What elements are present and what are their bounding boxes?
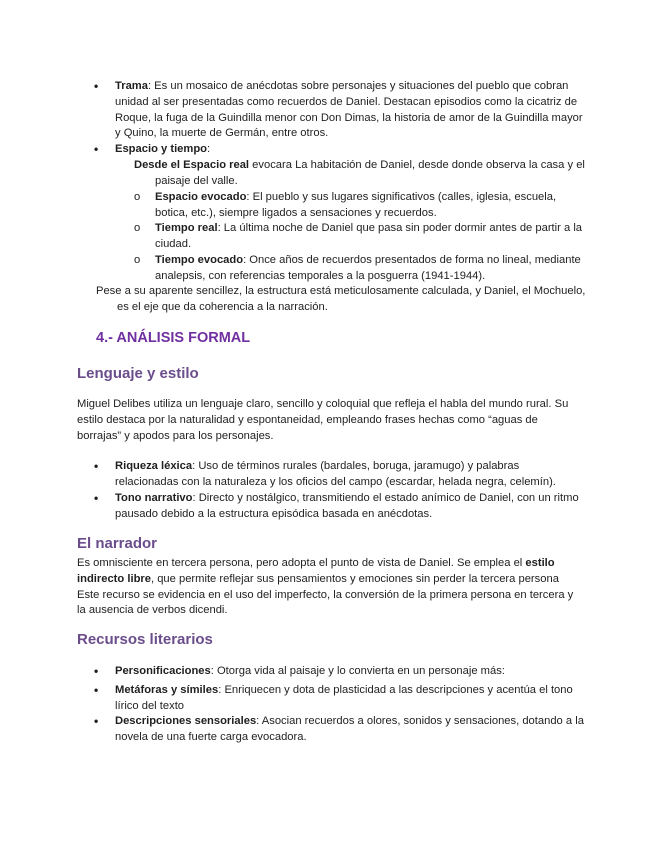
- summary-paragraph: [0, 284, 655, 316]
- bullet-glyph: •: [94, 714, 99, 728]
- bullet-metaforas: [0, 683, 655, 715]
- circle-glyph: o: [134, 191, 141, 203]
- sub-item-text: : La última noche de Daniel que pasa sin poder dormir antes de partir a la ciudad.: [155, 222, 583, 250]
- bullet-trama: [0, 79, 655, 142]
- desde-label: Desde el Espacio real: [134, 159, 250, 171]
- bullet-text: : Directo y nostálgico, transmitiendo el estado anímico de Daniel, con un ritmo pausado debido a la estructura episódica basada en anécdotas.: [115, 492, 579, 520]
- sub-item-label: Tiempo evocado: [155, 254, 244, 266]
- sub-item-label: Espacio evocado: [155, 191, 247, 203]
- espacio-label: Espacio y tiempo: [115, 143, 208, 155]
- bullet-text: : Enriquecen y dota de plasticidad a las descripciones y acentúa el tono lírico del texto: [115, 684, 573, 712]
- bullet-riqueza-lexica: [0, 459, 655, 491]
- narrador-paragraph: [0, 556, 655, 619]
- circle-glyph: o: [134, 222, 141, 234]
- bullet-glyph: •: [94, 683, 99, 697]
- bullet-label: Descripciones sensoriales: [115, 715, 257, 727]
- narrador-text-2: , que permite reflejar sus pensamientos y emociones sin perder la tercera persona Este recurso se evidencia en el uso del imperfecto, la conversión de la primera persona en tercera y la ausencia de verbos dicendi.: [77, 572, 574, 617]
- circle-glyph: o: [134, 254, 141, 266]
- bullet-personificaciones: [0, 664, 655, 680]
- bullet-descripciones: [0, 714, 655, 746]
- heading-narrador: El narrador: [77, 535, 158, 552]
- sub-item-tiempo-evocado: [0, 253, 655, 285]
- lenguaje-text: Miguel Delibes utiliza un lenguaje claro, sencillo y coloquial que refleja el habla del mundo rural. Su estilo destaca por la naturalidad y espontaneidad, empleando frases hechas como “aguas de borrajas” y apodos para los personajes.: [77, 398, 569, 442]
- sub-item-label: Tiempo real: [155, 222, 218, 234]
- bullet-text: : Otorga vida al paisaje y lo convierta en un personaje más:: [210, 665, 505, 677]
- bullet-glyph: •: [94, 664, 99, 678]
- sub-item-text: : Once años de recuerdos presentados de forma no lineal, mediante analepsis, con referencias temporales a la posguerra (1941-1944).: [155, 254, 581, 282]
- bullet-glyph: •: [94, 142, 99, 156]
- espacio-colon: :: [207, 143, 211, 155]
- bullet-label: Riqueza léxica: [115, 460, 193, 472]
- desde-text: evocara La habitación de Daniel, desde donde observa la casa y el paisaje del valle.: [155, 159, 585, 187]
- trama-text: : Es un mosaico de anécdotas sobre personajes y situaciones del pueblo que cobran unidad al ser presentadas como recuerdos de Daniel. Destacan episodios como la cicatriz de Roque, la fuga de la Guindilla menor con Don Dimas, la historia de amor de la Guindilla mayor y Quino, la muerte de Germán, entre otros.: [115, 80, 583, 140]
- bullet-espacio-tiempo: [0, 142, 655, 158]
- trama-label: Trama: [115, 80, 148, 92]
- narrador-bold: estilo indirecto libre: [77, 557, 555, 585]
- bullet-text: : Uso de términos rurales (bardales, boruga, jaramugo) y palabras relacionadas con la naturaleza y los oficios del campo (escardar, helada negra, celemín).: [115, 460, 556, 488]
- sub-item-tiempo-real: [0, 221, 655, 253]
- bullet-label: Metáforas y símiles: [115, 684, 219, 696]
- bullet-glyph: •: [94, 491, 99, 505]
- summary-text: Pese a su aparente sencillez, la estructura está meticulosamente calculada, y Daniel, el Mochuelo, es el eje que da coherencia a la narración.: [96, 285, 586, 313]
- bullet-tono-narrativo: [0, 491, 655, 523]
- sub-item-espacio-evocado: [0, 190, 655, 222]
- heading-lenguaje-estilo: Lenguaje y estilo: [77, 365, 199, 382]
- bullet-label: Personificaciones: [115, 665, 211, 677]
- lenguaje-paragraph: [0, 397, 655, 444]
- desde-espacio-real: [0, 158, 655, 190]
- narrador-text-1: Es omnisciente en tercera persona, pero adopta el punto de vista de Daniel. Se emplea el: [77, 557, 526, 569]
- bullet-glyph: •: [94, 459, 99, 473]
- section-title: 4.- ANÁLISIS FORMAL: [96, 330, 251, 346]
- bullet-glyph: •: [94, 79, 99, 93]
- sub-item-text: : El pueblo y sus lugares significativos (calles, iglesia, escuela, botica, etc.), siempre ligados a sensaciones y recuerdos.: [155, 191, 557, 219]
- heading-recursos-literarios: Recursos literarios: [77, 631, 213, 648]
- bullet-label: Tono narrativo: [115, 492, 193, 504]
- bullet-text: : Asocian recuerdos a olores, sonidos y sensaciones, dotando a la novela de una fuerte carga evocadora.: [115, 715, 584, 743]
